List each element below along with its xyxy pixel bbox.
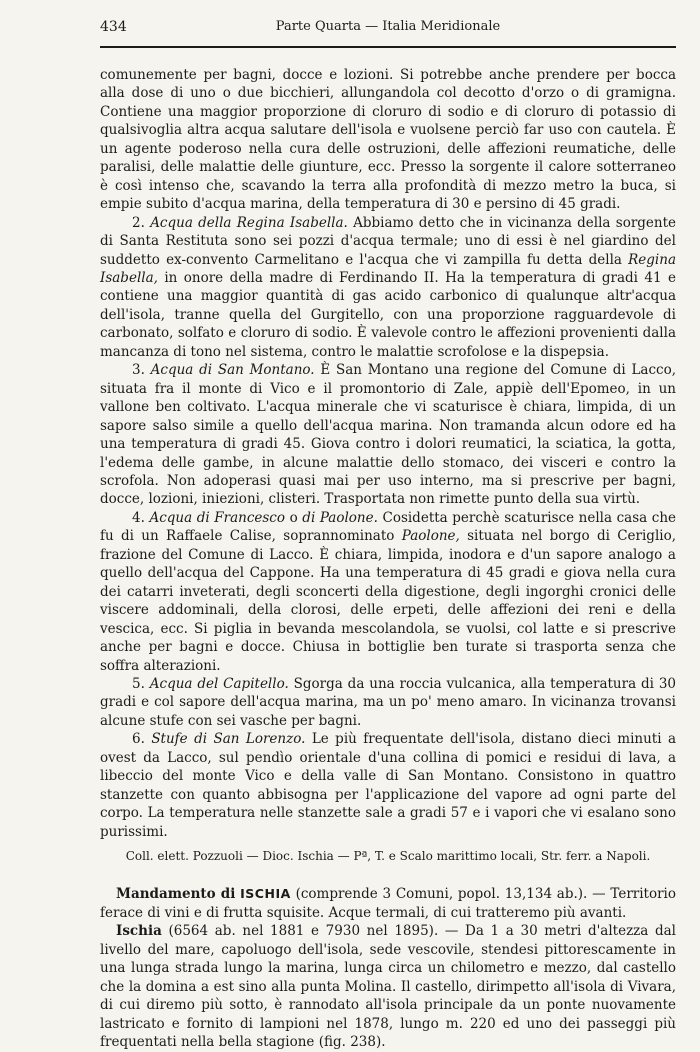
item-number: 6. [132, 731, 145, 748]
paragraph-san-montano [100, 361, 676, 509]
paragraph-text: (comprende 3 Comuni, popol. 13,134 ab.). — Territorio ferace di vini e di frutta squisite. Acque termali, di cui tratteremo più avanti. [100, 886, 677, 921]
paragraph-text: in onore della madre di Ferdinando II. Ha la temperatura di gradi 41 e contiene una maggior quantità di gas acido carbonico di qualunque altr'acqua dell'isola, tranne quella del Gurgitello, con una proporzione ragguardevole di carbonato, solfato e cloruro di sodio. È valevole contro le affezioni provenienti dalla mancanza di tono nel sistema, contro le malattie scrofolose e la dispepsia. [100, 269, 676, 360]
mandamento-name: ISCHIA [240, 886, 291, 902]
paragraph-francesco [100, 509, 676, 675]
header-rule [100, 46, 676, 48]
item-number: 2. [132, 214, 145, 231]
paragraph-ischia [100, 922, 676, 1051]
italic-term: Paolone, [401, 528, 460, 545]
item-number: 3. [132, 362, 145, 379]
item-title: Acqua di Francesco [149, 509, 285, 526]
item-number: 5. [132, 675, 145, 692]
paragraph-text: Cosidetta perchè scaturisce nella casa che fu di un Raffaele Calise, soprannominato [100, 509, 677, 545]
conjunction: o [289, 509, 298, 526]
paragraph-text: Abbiamo detto che in vicinanza della sorgente di Santa Restituta sono sei pozzi d'acqua termale; uno di essi è nel giardino del suddetto ex-convento Carmelitano e l'acqua che vi zampilla fu detta della [100, 214, 677, 268]
running-title: Parte Quarta — Italia Meridionale [275, 19, 501, 34]
administrative-note: Coll. elett. Pozzuoli — Dioc. Ischia — Pª, T. e Scalo marittimo locali, Str. ferr. a Napoli. [125, 849, 651, 864]
paragraph-text: È San Montano una regione del Comune di Lacco, situata fra il monte di Vico e il promontorio di Zale, appiè dell'Epomeo, in un vallone ben coltivato. L'acqua minerale che vi scaturisce è chiara, limpida, di un sapore salso simile a quello dell'acqua marina. Non tramanda alcun odore ed ha una temperatura di gradi 45. Giova contro i dolori reumatici, la sciatica, la gotta, l'edema delle gambe, in alcune malattie dello stomaco, dei visceri e contro la scrofola. Non adoperasi quasi mai per uso interno, ma si prescrive per bagni, docce, lozioni, iniezioni, clisteri. Trasportata non rimette punto della sua virtù. [100, 362, 676, 508]
item-number: 4. [132, 509, 145, 526]
town-name: Ischia [116, 923, 162, 940]
page-number: 434 [100, 19, 127, 35]
paragraph-regina-isabella [100, 214, 676, 362]
mandamento-label: Mandamento di [116, 886, 236, 903]
paragraph-text: Le più frequentate dell'isola, distano dieci minuti a ovest da Lacco, sul pendìo orientale d'una collina di pomici e residui di lava, a libeccio del monte Vico e della valle di San Montano. Consistono in quattro stanzette con quanto abbisogna per l'applicazione del vapore ad ogni parte del corpo. La temperatura nelle stanzette sale a gradi 57 e i vapori che vi esalano sono purissimi. [100, 731, 676, 840]
item-title: Acqua di San Montano. [150, 362, 315, 379]
paragraph-capitello [100, 675, 676, 730]
paragraph-text: (6564 ab. nel 1881 e 7930 nel 1895). — Da 1 a 30 metri d'altezza dal livello del mare, capoluogo dell'isola, sede vescovile, stendesi pittorescamente in una lunga strada lungo la marina, lunga circa un chilometro e mezzo, dal castello che la domina a est sino alla punta Molina. Il castello, dirimpetto all'isola di Vivara, di cui diremo più sotto, è rannodato all'isola principale da un ponte nuovamente lastricato e fornito di lampioni nel 1878, lungo m. 220 ed uno dei passeggi più frequentati nella bella stagione (fig. 238). [100, 923, 676, 1051]
paragraph-text: Sgorga da una roccia vulcanica, alla temperatura di 30 gradi e col sapore dell'acqua marina, ma un po' meno amaro. In vicinanza trovansi alcune stufe con sei vasche per bagni. [100, 675, 677, 729]
item-title: Acqua del Capitello. [149, 675, 289, 692]
page-header [100, 19, 676, 39]
item-title: di Paolone. [302, 509, 378, 526]
paragraph-text: situata nel borgo di Ceriglio, frazione del Comune di Lacco. È chiara, limpida, inodora e d'un sapore analogo a quello dell'acqua del Cappone. Ha una temperatura di 45 gradi e giova nella cura dei catarri inveterati, degli sconcerti della digestione, degli ingorghi cronici delle viscere addominali, della clorosi, delle erpeti, delle affezioni dei reni e della vescica, ecc. Si piglia in bevanda mescolandola, se vuolsi, col latte e si prescrive anche per bagni e docce. Chiusa in bottiglie ben turate si trasporta senza che soffra alterazioni. [100, 528, 676, 674]
page-body [100, 66, 676, 1052]
paragraph-continuation: comunemente per bagni, docce e lozioni. Si potrebbe anche prendere per bocca alla dose di uno o due bicchieri, allungandola col decotto d'orzo o di gramigna. Contiene una maggior proporzione di cloruro di sodio e di cloruro di potassio di qualsivoglia altra acqua salutare dell'isola e vuolsene perciò far uso con cautela. È un agente poderoso nella cura delle ostruzioni, delle affezioni reumatiche, delle paralisi, delle malattie delle giunture, ecc. Presso la sorgente il calore sotterraneo è così intenso che, scavando la terra alla profondità di mezzo metro la buca, si empie subito d'acqua marina, della temperatura di 30 e persino di 45 gradi. [100, 67, 676, 213]
paragraph-san-lorenzo [100, 730, 676, 841]
section-gap [100, 873, 676, 885]
paragraph-mandamento [100, 885, 676, 922]
item-title: Acqua della Regina Isabella. [150, 214, 348, 231]
italic-term: Regina Isabella, [100, 251, 676, 286]
item-title: Stufe di San Lorenzo. [151, 731, 306, 748]
